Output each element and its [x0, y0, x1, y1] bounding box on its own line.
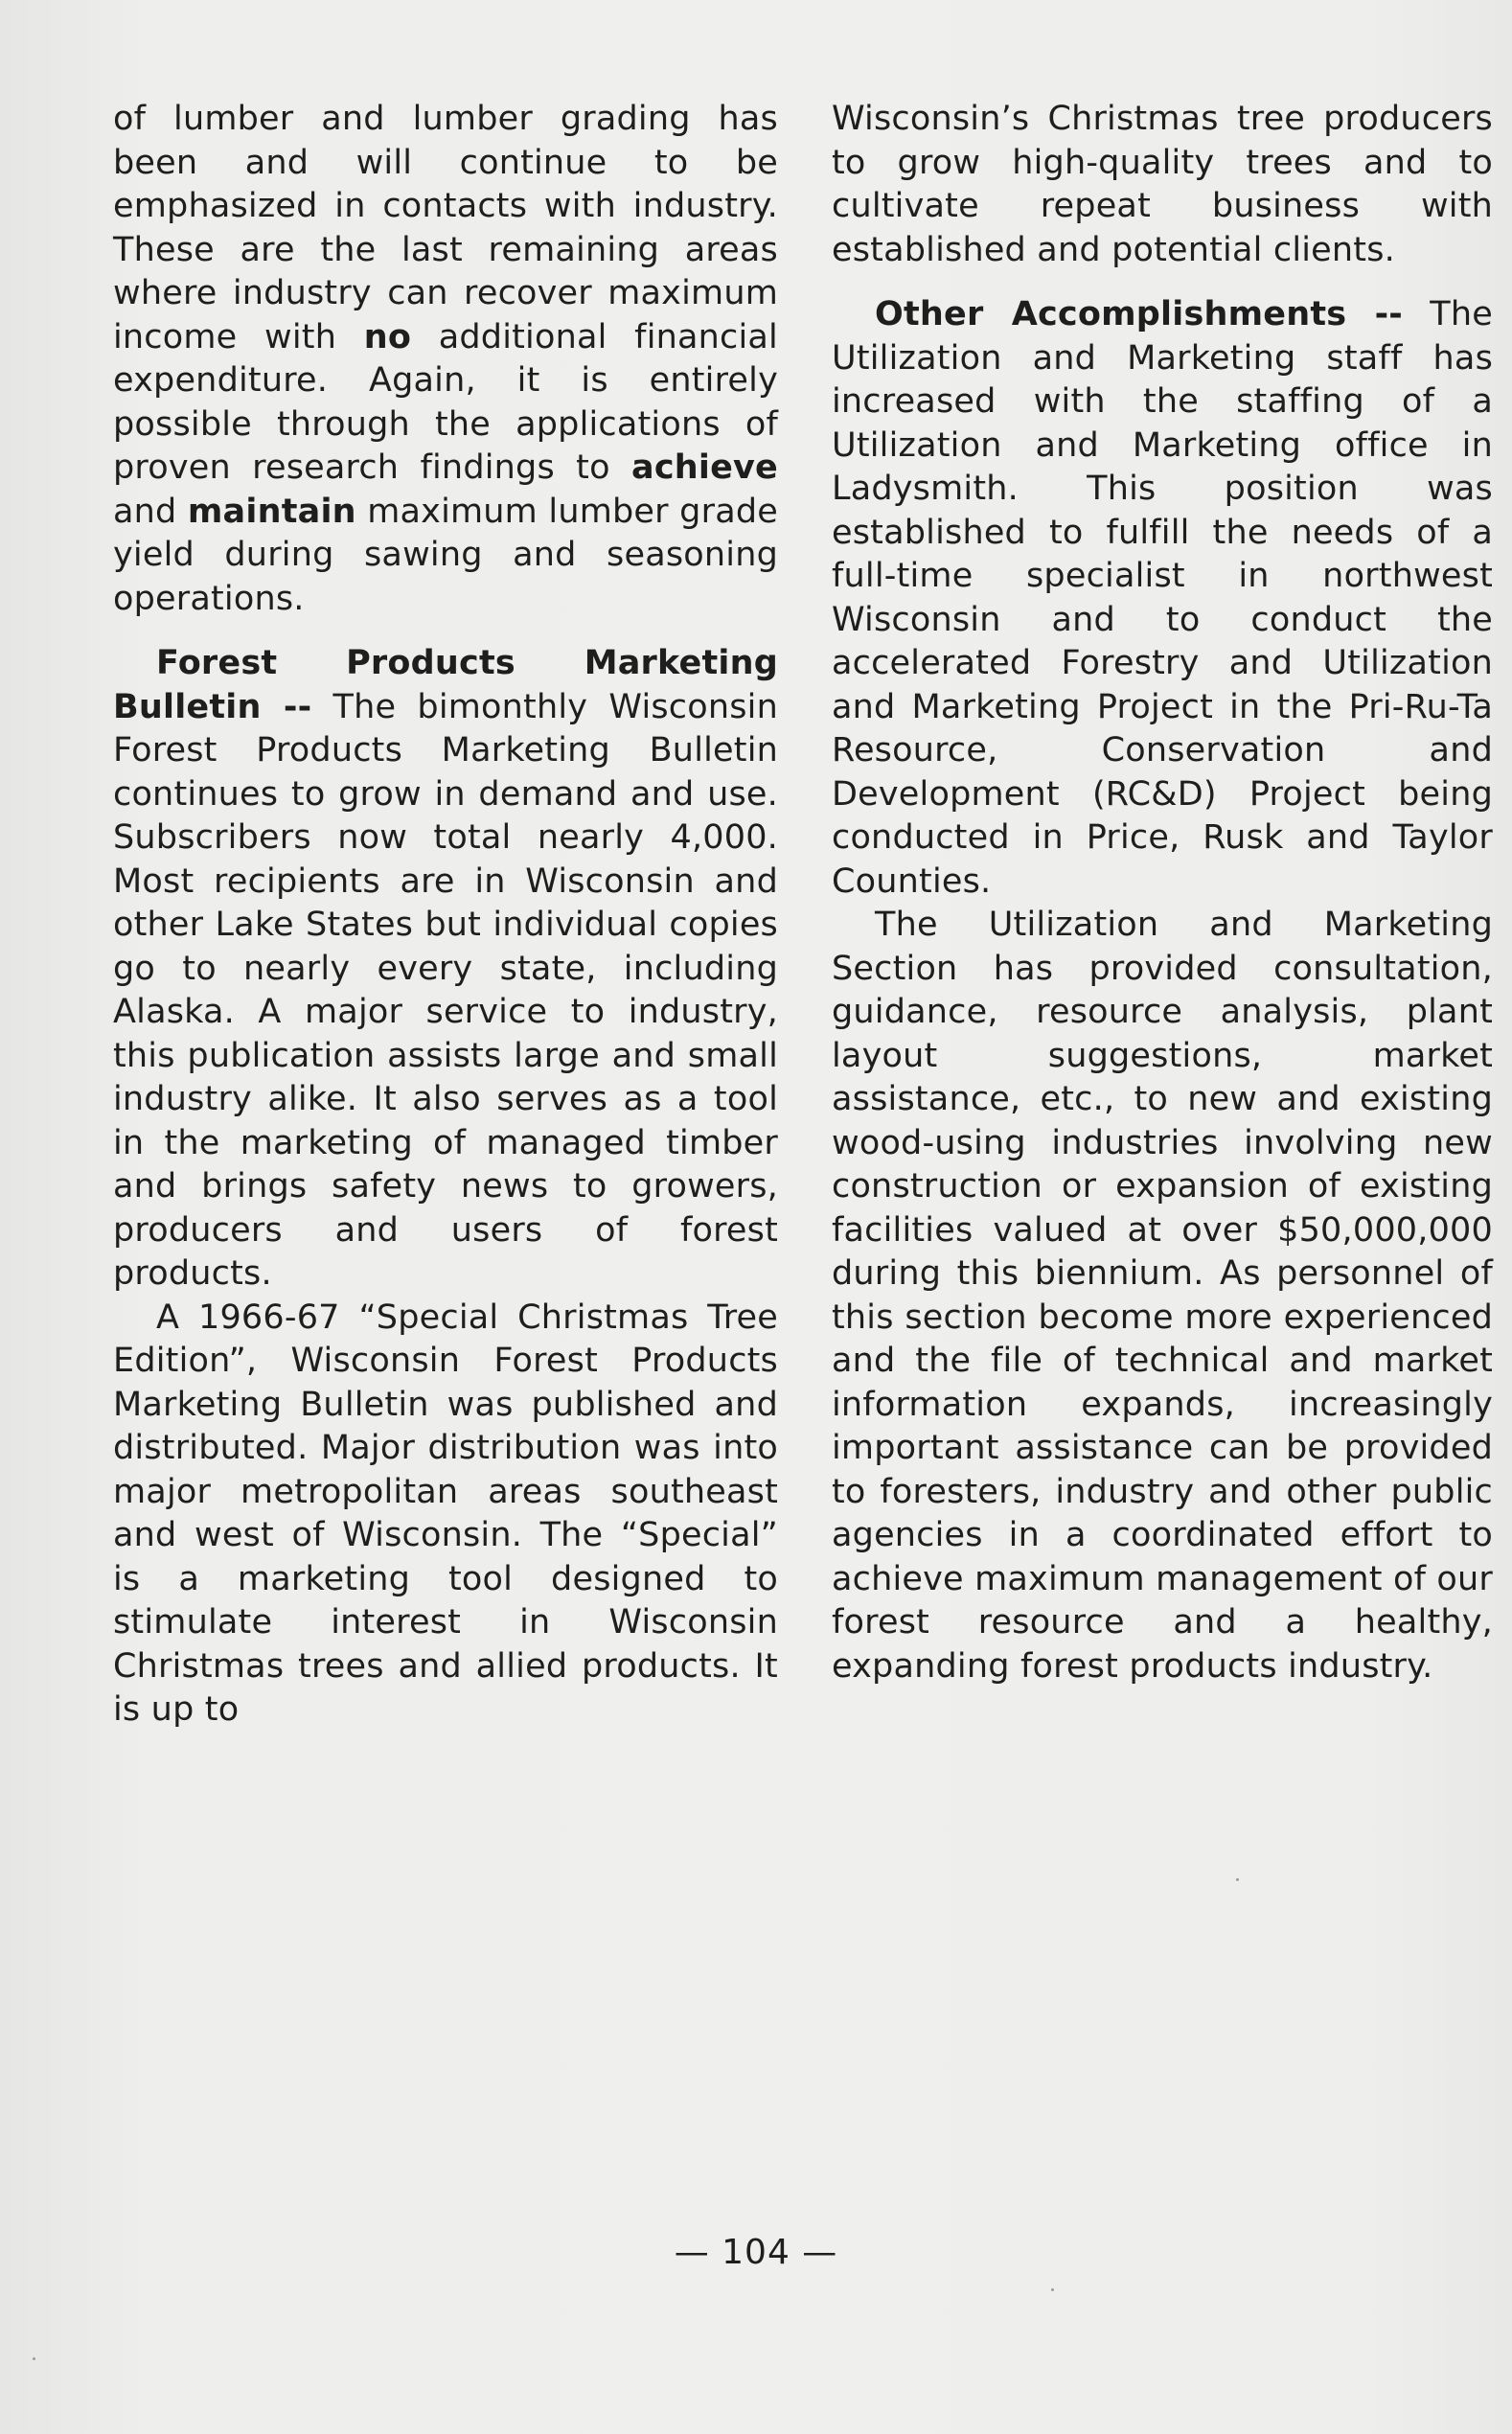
bold-achieve: achieve: [631, 448, 778, 487]
paragraph-marketing-bulletin: [113, 642, 778, 1297]
text-run: additional financial expenditure. Again, it is entirely possible through the applications of proven research findings to: [113, 317, 778, 487]
text-run: The Utilization and Marketing staff has increased with the staffing of a Utilization and Marketing office in Ladysmith. This position was established to fulfill the needs of a full-time specialist in northwest Wisconsin and to conduct the accelerated Forestry and Utilization and Marketing Project in the Pri-Ru-Ta Resource, Conservation and Development (RC&D) Project being conducted in Price, Rusk and Taylor Counties.: [832, 295, 1493, 901]
paper-speck: [33, 2357, 35, 2360]
paper-speck: [1236, 1878, 1239, 1881]
paragraph-christmas-edition: [113, 1297, 778, 1733]
text-run: The Utilization and Marketing Section has provided consultation, guidance, resource analysis, plant layout suggestions, market assistance, etc., to new and existing wood-using industries involving new construction or expansion of existing facilities valued at over $50,000,000 during this biennium. As personnel of this section become more experienced and the file of technical and market information expands, increasingly important assistance can be provided to foresters, industry and other public agencies in a coordinated effort to achieve maximum management of our forest resource and a healthy, expanding forest products industry.: [832, 906, 1494, 1686]
left-column: [113, 98, 778, 1733]
paragraph-other-accomplishments: [832, 293, 1493, 904]
text-run: of lumber and lumber grading has been and will continue to be emphasized in contacts with industry. These are the last remaining areas where industry can recover maximum income with: [113, 100, 778, 356]
section-heading-marketing-bulletin: Forest Products Marketing Bulletin --: [113, 644, 778, 726]
paragraph-utilization-section: [832, 904, 1493, 1688]
right-column: [832, 98, 1493, 1688]
text-run: and: [113, 492, 188, 531]
text-run: maximum lumber grade yield during sawing and seasoning operations.: [113, 492, 778, 618]
text-run: The bimonthly Wisconsin Forest Products Marketing Bulletin continues to grow in demand and use. Subscribers now total nearly 4,000. Most recipients are in Wisconsin and other Lake States but individual copies go to nearly every state, including Alaska. A major service to industry, this publication assists large and small industry alike. It also serves as a tool in the marketing of managed timber and brings safety news to growers, producers and users of forest products.: [113, 687, 778, 1293]
text-run: Wisconsin’s Christmas tree producers to grow high-quality trees and to cultivate repeat business with established and potential clients.: [832, 100, 1493, 269]
paragraph-christmas-producers: [832, 98, 1493, 272]
paragraph-lumber-grading: [113, 98, 778, 621]
text-run: A 1966-67 “Special Christmas Tree Edition”, Wisconsin Forest Products Marketing Bulletin was published and distributed. Major distribution was into major metropolitan areas southeast and west of Wisconsin. The “Special” is a marketing tool designed to stimulate interest in Wisconsin Christmas trees and allied products. It is up to: [113, 1297, 778, 1729]
paper-speck: [1051, 2288, 1054, 2291]
section-heading-other-accomplishments: Other Accomplishments --: [875, 295, 1404, 333]
page-number: — 104 —: [674, 2233, 838, 2272]
bold-no: no: [363, 317, 412, 356]
bold-maintain: maintain: [187, 492, 356, 531]
